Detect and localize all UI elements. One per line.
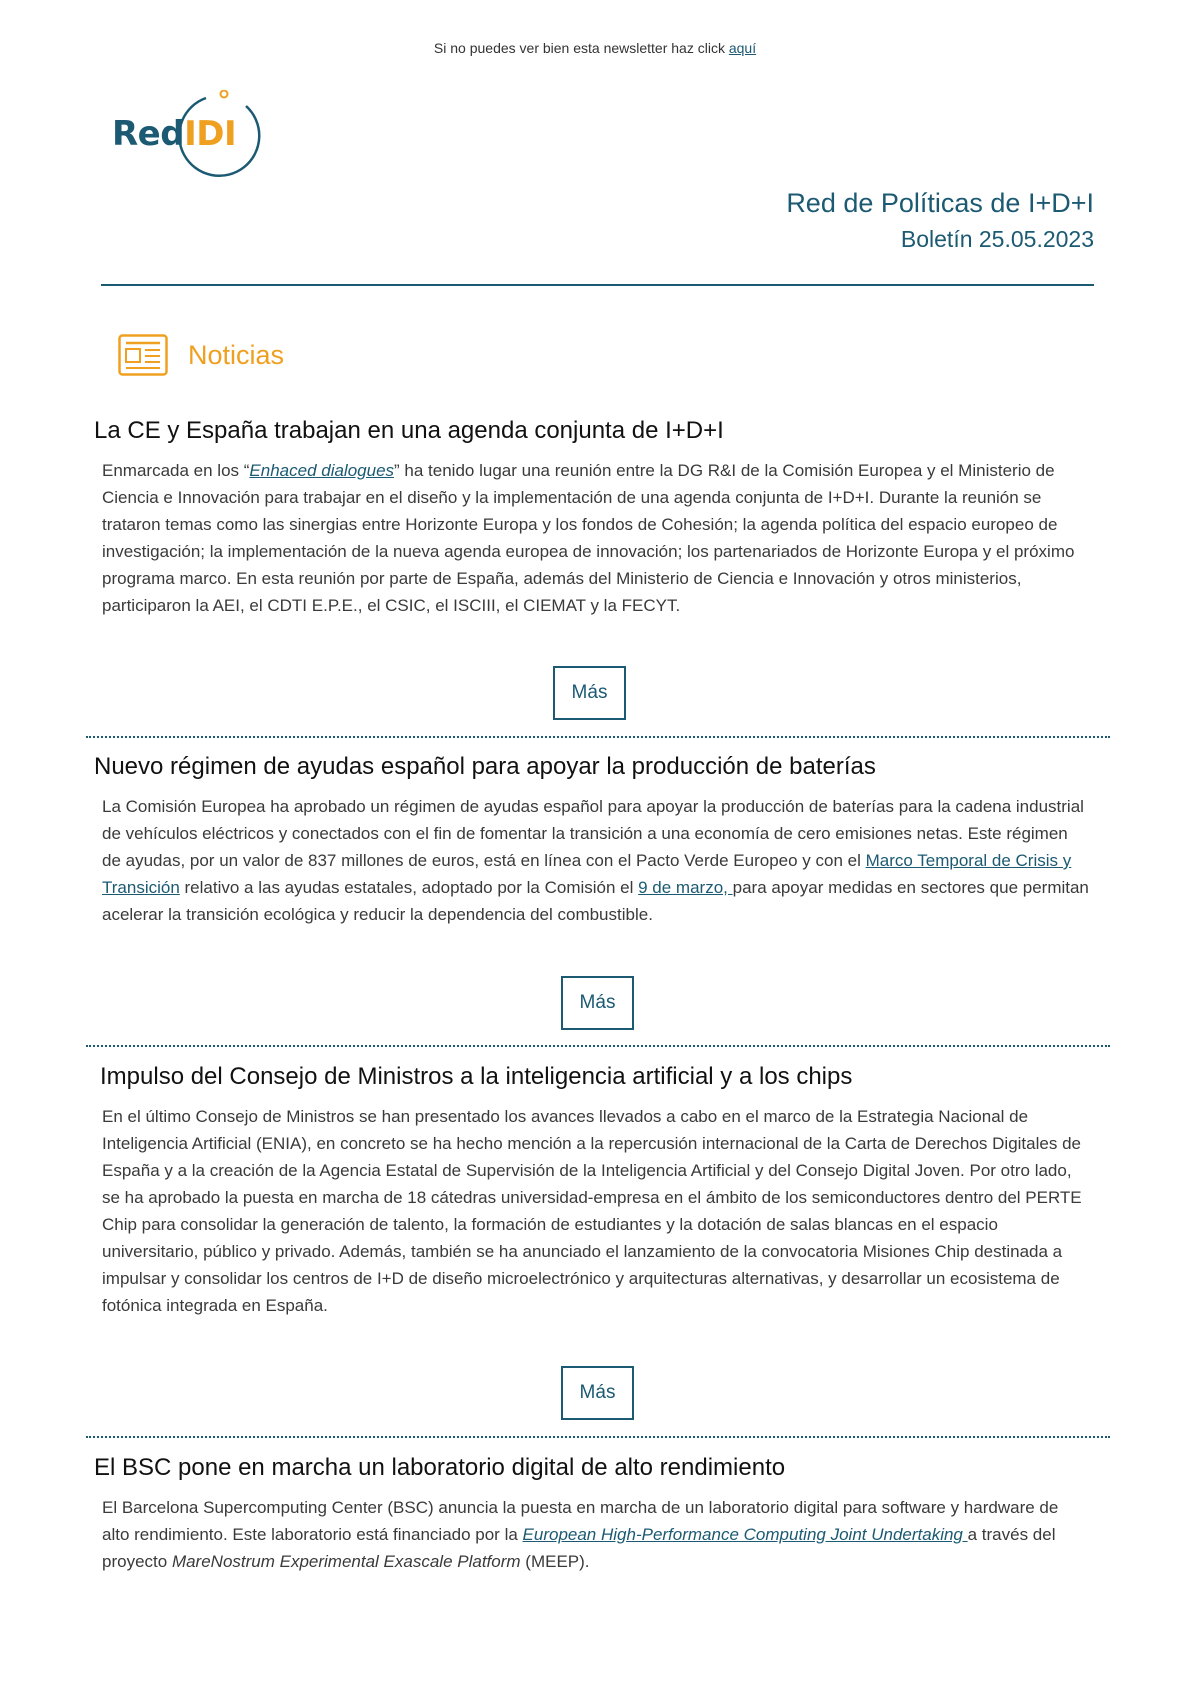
article-body: En el último Consejo de Ministros se han presentado los avances llevados a cabo en el marco de la Estrategia Nacional de Inteligencia Artificial (ENIA), en concreto se ha hecho mención a la repercusión internacional de la Carta de Derechos Digitales de España y a la creación de la Agencia Estatal de Supervisión de la Inteligencia Artificial y del Consejo Digital Joven. Por otro lado, se ha aprobado la puesta en marcha de 18 cátedras universidad-empresa en el ámbito de los semiconductores dentro del PERTE Chip para consolidar la generación de talento, la formación de estudiantes y la dotación de salas blancas en el espacio universitario, público y privado. Además, también se ha anunciado el lanzamiento de la convocatoria Misiones Chip destinada a impulsar y consolidar los centros de I+D de diseño microelectrónico y arquitecturas alternativas, y desarrollar un ecosistema de fotónica integrada en España. — [102, 1107, 1082, 1315]
article-bsc — [94, 1452, 1090, 1575]
article-batteries — [94, 751, 1090, 928]
divider — [86, 736, 1110, 738]
march-9-link[interactable]: 9 de marzo, — [638, 878, 733, 897]
eurohpc-link[interactable] — [523, 1525, 968, 1544]
article-title: Impulso del Consejo de Ministros a la inteligencia artificial y a los chips — [100, 1063, 853, 1090]
body-text: para apoyar medidas en sectores que permitan acelerar la transición ecológica y reducir la dependencia del combustible. — [102, 878, 1089, 924]
divider — [86, 1045, 1110, 1047]
link-text: Enhaced dialogues — [249, 461, 395, 480]
more-button-1[interactable]: Más — [553, 666, 626, 720]
body-text: ” ha tenido lugar una reunión entre la DG R&I de la Comisión Europea y el Ministerio de Ciencia e Innovación para trabajar en el diseño y la implementación de una agenda conjunta de I+D+I. Durante la reunión se trataron temas como las sinergias entre Horizonte Europa y los fondos de Cohesión; la agenda política del espacio europeo de investigación; la implementación de la nueva agenda europea de innovación; los partenariados de Horizonte Europa y el próximo programa marco. En esta reunión por parte de España, además del Ministerio de Ciencia e Innovación y otros ministerios, participaron la AEI, el CDTI E.P.E., el CSIC, el ISCIII, el CIEMAT y la FECYT. — [102, 461, 1075, 615]
bulletin-date: Boletín 25.05.2023 — [900, 226, 1094, 252]
body-text: a través del proyecto — [102, 1525, 1056, 1571]
article-body — [102, 793, 1090, 928]
body-text: La Comisión Europea ha aprobado un régimen de ayudas español para apoyar la producción de baterías para la cadena industrial de vehículos eléctricos y conectados con el fin de fomentar la transición a una economía de cero emisiones netas. Este régimen de ayudas, por un valor de 837 millones de euros, está en línea con el Pacto Verde Europeo y con el — [102, 797, 1084, 870]
body-text: relativo a las ayudas estatales, adoptado por la Comisión el — [179, 878, 639, 897]
header-titles — [786, 186, 1094, 258]
body-text: Enmarcada en los “ — [102, 461, 250, 480]
body-text: (MEEP). — [520, 1552, 590, 1571]
logo-red: Red — [112, 114, 185, 154]
logo-idi: IDI — [184, 114, 237, 154]
section-heading — [118, 334, 284, 376]
article-ce-spain — [94, 415, 1090, 619]
body-text: El Barcelona Supercomputing Center (BSC) anuncia la puesta en marcha de un laboratorio digital para software y hardware de alto rendimiento. Este laboratorio está financiado por la — [102, 1498, 1059, 1544]
article-body — [102, 1494, 1090, 1575]
preheader-link[interactable]: aquí — [728, 40, 757, 56]
crisis-framework-link[interactable]: Marco Temporal de Crisis y Transición — [102, 851, 1072, 897]
link-text: European High-Performance Computing Joint Undertaking — [522, 1525, 968, 1544]
preheader — [0, 40, 1190, 56]
more-button-3[interactable]: Más — [561, 1366, 634, 1420]
section-title: Noticias — [188, 339, 285, 370]
meep-project-name: MareNostrum Experimental Exascale Platform — [171, 1552, 521, 1571]
preheader-text: Si no puedes ver bien esta newsletter haz click — [433, 40, 729, 56]
header-rule — [101, 284, 1094, 286]
network-title: Red de Políticas de I+D+I — [786, 188, 1094, 218]
article-title: La CE y España trabajan en una agenda conjunta de I+D+I — [94, 417, 724, 444]
logo-text — [112, 114, 236, 154]
article-title: El BSC pone en marcha un laboratorio digital de alto rendimiento — [94, 1454, 786, 1481]
article-ai-chips — [94, 1061, 1090, 1319]
enhanced-dialogues-link[interactable] — [249, 461, 394, 480]
newspaper-icon — [118, 334, 168, 376]
article-body — [102, 457, 1090, 619]
rediDI-logo[interactable] — [110, 90, 270, 180]
article-title: Nuevo régimen de ayudas español para apoyar la producción de baterías — [94, 753, 876, 780]
more-button-2[interactable]: Más — [561, 976, 634, 1030]
divider — [86, 1436, 1110, 1438]
